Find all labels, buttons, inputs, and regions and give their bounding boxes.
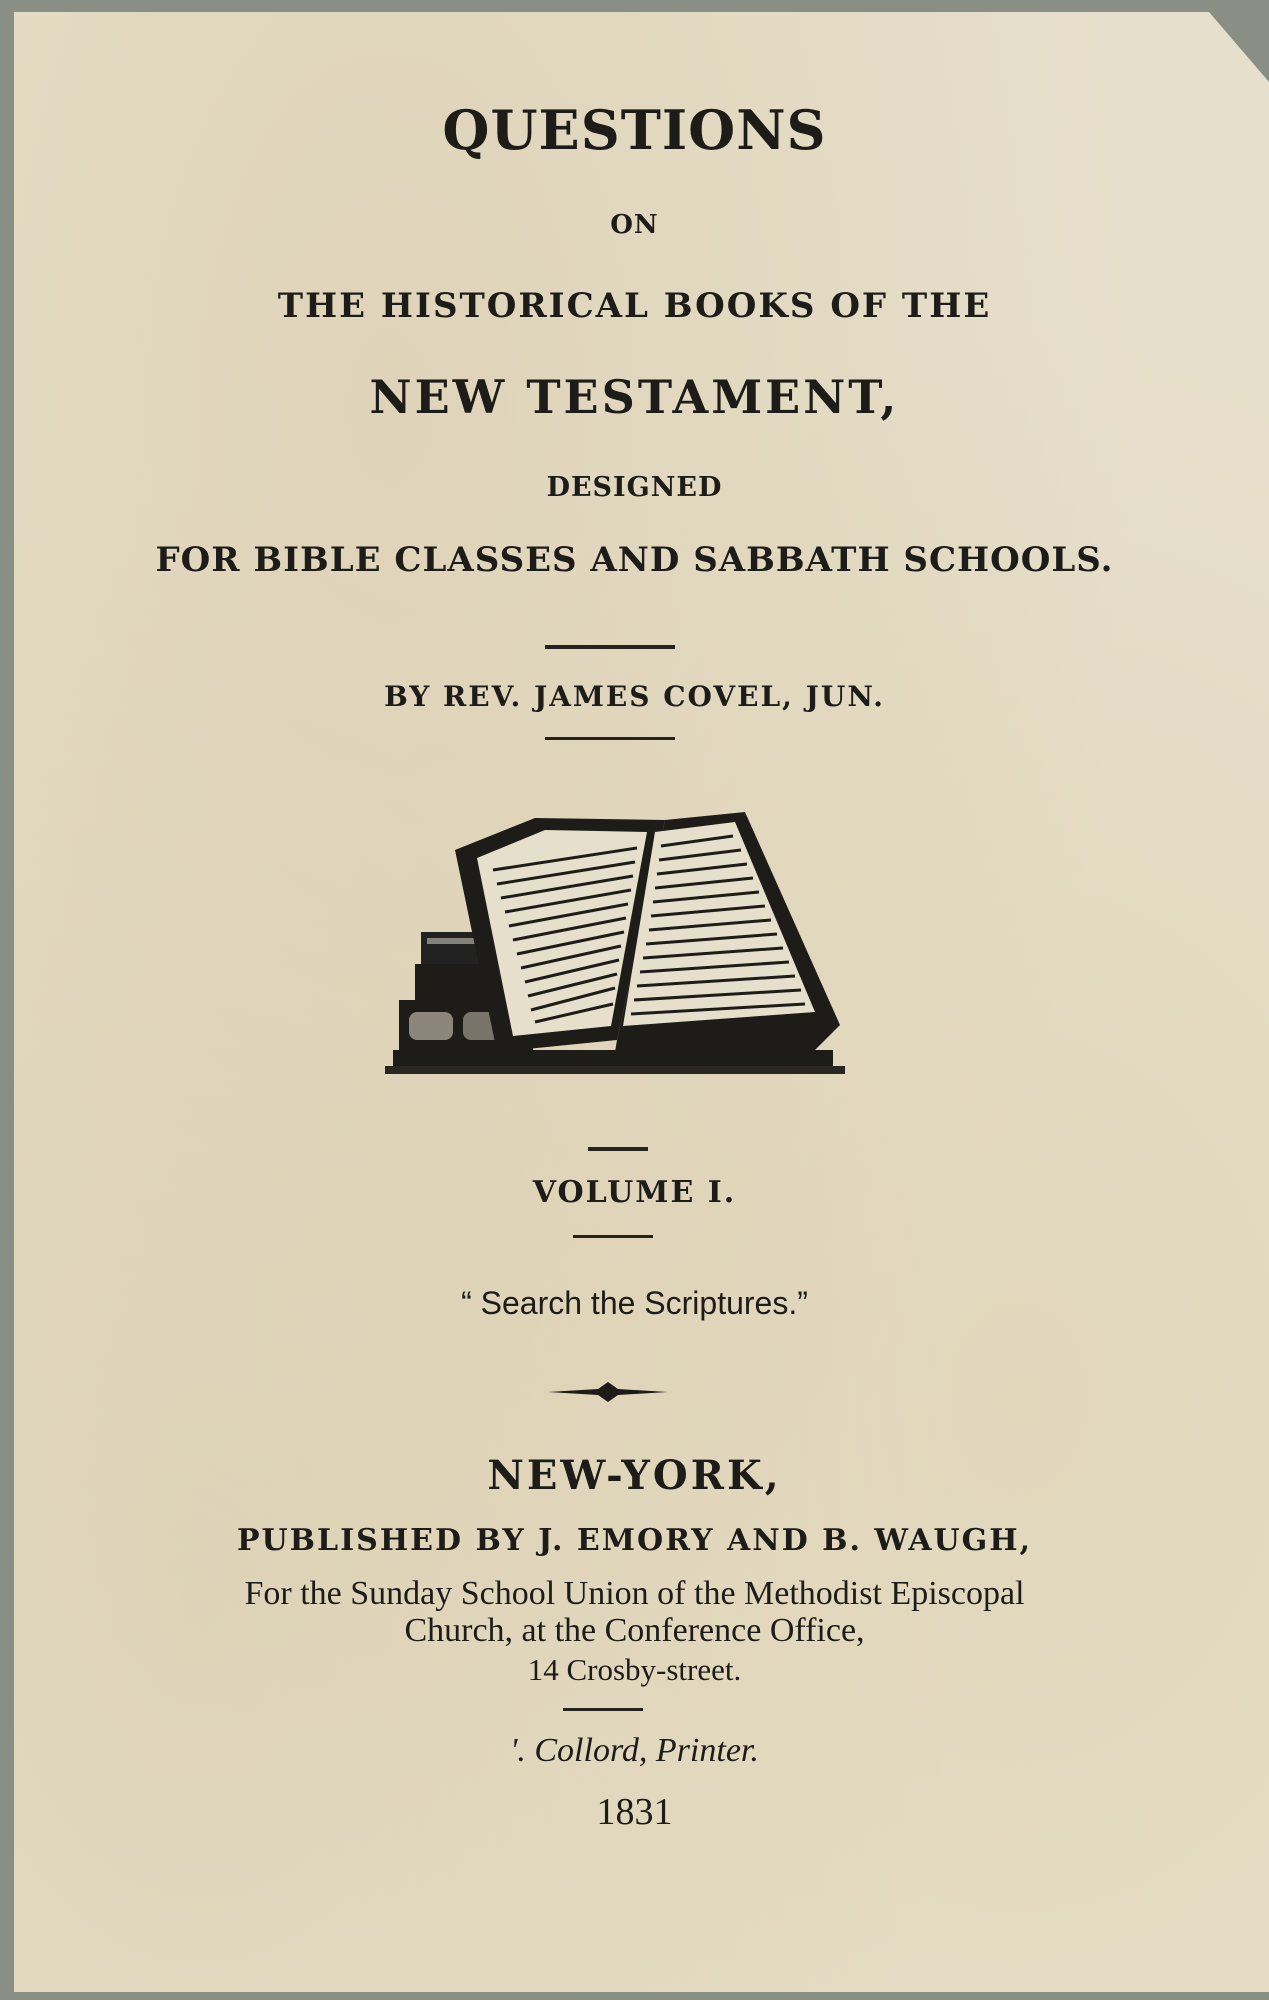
publication-year: 1831 [596,1791,673,1833]
motto: “ Search the Scriptures.” [461,1285,808,1321]
book-title: QUESTIONS [442,98,827,162]
printer-line: '. Collord, Printer. [510,1732,759,1769]
address-line: 14 Crosby-street. [527,1652,742,1687]
publisher-line: PUBLISHED BY J. EMORY AND B. WAUGH, [236,1523,1033,1558]
divider-rule [545,645,675,649]
office-line: Church, at the Conference Office, [404,1612,865,1649]
volume-label: VOLUME I. [532,1175,737,1210]
divider-rule [563,1708,643,1711]
divider-rule [588,1147,648,1151]
audience-line: FOR BIBLE CLASSES AND SABBATH SCHOOLS. [155,540,1114,580]
divider-rule [545,737,675,740]
subject-line: THE HISTORICAL BOOKS OF THE [277,286,992,326]
open-book-illustration [385,800,845,1090]
ornament-divider [548,1380,668,1404]
author-line: BY REV. JAMES COVEL, JUN. [384,680,885,713]
city-line: NEW-YORK, [487,1452,782,1499]
divider-rule [573,1235,653,1238]
testament-line: NEW TESTAMENT, [369,370,900,424]
union-line: For the Sunday School Union of the Methodist Episcopal [244,1575,1025,1612]
designed-line: DESIGNED [546,472,723,503]
title-connector: ON [610,210,659,240]
